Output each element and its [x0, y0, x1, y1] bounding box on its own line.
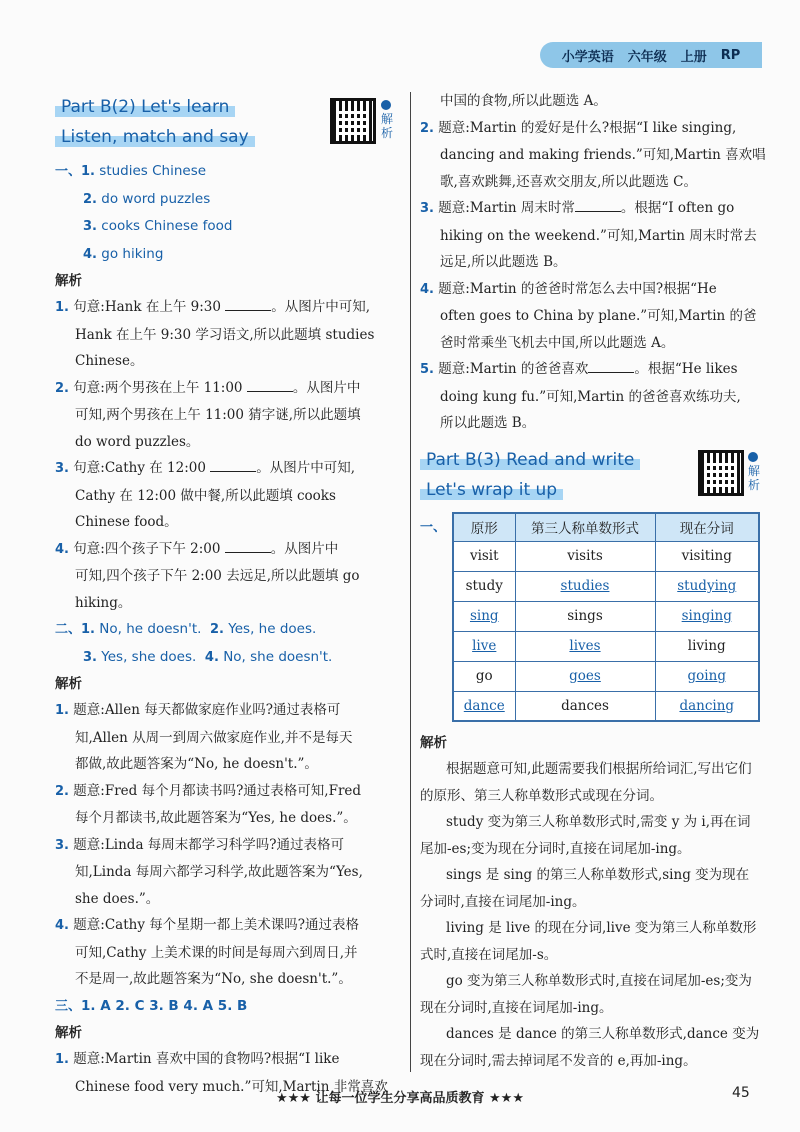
section-1 — [55, 158, 400, 1100]
paragraph: 根据题意可知,此题需要我们根据所给词汇,写出它们的原形、第三人称单数形式或现在分词。 — [420, 761, 752, 804]
table-cell: goes — [515, 661, 655, 691]
s3-continued: 中国的食物,所以此题选 A。 2. 题意:Martin 的爱好是什么?根据“I like singing, dancing and making friends.”可知,Martin 喜欢唱 歌,喜欢跳舞,还喜欢交朋友,所以此题选 C。 3. 题意:Martin 周末时常 。根据“I often go hiking on the weekend.”可知,Martin 周末时常去 远足,所以此题选 B。 4. 题意:Martin 的爸爸时常怎么去中国?根据“He often goes to China by plane.”可知,Martin 的爸 爸时常乘坐飞机去中国,所以此题选 A。 5. 题意:Martin 的爸爸喜欢 。根据“He likes doing kung fu.”可知,Martin 的爸爸喜欢练功夫, 所以此题选 B。 — [420, 93, 766, 431]
table-row — [453, 541, 759, 571]
s2-explanation-3: 3. 题意:Linda 每周末都学习科学吗?通过表格可 知,Linda 每周六都学习科学,故此题答案为“Yes, she does.”。 — [55, 836, 363, 907]
paragraph: sings 是 sing 的第三人称单数形式,sing 变为现在分词时,直接在词尾加-ing。 — [420, 867, 750, 910]
table-cell: sing — [453, 601, 515, 631]
table-cell: visiting — [655, 541, 759, 571]
table-cell: study — [453, 571, 515, 601]
s2-explanation-1: 1. 题意:Allen 每天都做家庭作业吗?通过表格可 知,Allen 从周一到周六做家庭作业,并不是每天 都做,故此题答案为“No, he doesn't.”。 — [55, 702, 353, 772]
page-number: 45 — [732, 1085, 750, 1101]
explanation-1: 1. 句意:Hank 在上午 9:30 。从图片中可知, Hank 在上午 9:30 学习语文,所以此题填 studies Chinese。 — [55, 299, 375, 369]
qr-code-icon[interactable] — [330, 98, 376, 144]
table-cell: singing — [655, 601, 759, 631]
footer-slogan: ★★★ 让每一位学生分享高品质教育 ★★★ — [276, 1091, 524, 1106]
paragraph: study 变为第三人称单数形式时,需变 y 为 i,再在词尾加-es;变为现在分词时,直接在词尾加-ing。 — [420, 814, 751, 857]
table-header: 现在分词 — [655, 513, 759, 541]
table-row — [453, 601, 759, 631]
jiexi-heading: 解析 — [55, 1025, 82, 1041]
jiexi-heading: 解析 — [55, 676, 82, 692]
part-b2-title — [55, 92, 325, 152]
part-b3-line2: Let's wrap it up — [420, 480, 563, 500]
column-divider — [410, 92, 411, 1072]
table-header: 原形 — [453, 513, 515, 541]
paragraph: living 是 live 的现在分词,live 变为第三人称单数形式时,直接在词尾加-s。 — [420, 920, 757, 963]
book-header-badge — [540, 42, 762, 68]
table-cell: studies — [515, 571, 655, 601]
table-row — [453, 661, 759, 691]
table-cell: lives — [515, 631, 655, 661]
s2-explanation-2: 2. 题意:Fred 每个月都读书吗?通过表格可知,Fred 每个月都读书,故此题答案为“Yes, he does.”。 — [55, 782, 362, 826]
verb-forms-table — [452, 512, 760, 722]
verb-table-block: 一、 原形 第三人称单数形式 现在分词 visit visits visiting study studies studying sing sings singing live lives living go goes going dance dances dancing — [420, 512, 760, 722]
jiexi-heading: 解析 — [55, 273, 82, 289]
section-3-answers: 三、1. A 2. C 3. B 4. A 5. B — [55, 997, 248, 1014]
qr-jiexi-label: 解析 — [748, 452, 762, 492]
list-item: 4. go hiking — [83, 245, 164, 262]
section-2-answers-row1: 二、1. No, he doesn't. 2. Yes, he does. — [55, 621, 317, 637]
jiexi-heading: 解析 — [420, 735, 447, 751]
table-cell: visit — [453, 541, 515, 571]
book-volume: 上册 — [680, 49, 707, 65]
book-grade: 六年级 — [627, 49, 667, 65]
table-row — [453, 571, 759, 601]
table-cell: dance — [453, 691, 515, 721]
explanation-4: 4. 句意:四个孩子下午 2:00 。从图片中 可知,四个孩子下午 2:00 去远足,所以此题填 go hiking。 — [55, 540, 360, 611]
paragraph: go 变为第三人称单数形式时,直接在词尾加-es;变为现在分词时,直接在词尾加-ing。 — [420, 973, 752, 1016]
table-cell: go — [453, 661, 515, 691]
table-cell: living — [655, 631, 759, 661]
table-cell: live — [453, 631, 515, 661]
explanation-3: 3. 句意:Cathy 在 12:00 。从图片中可知, Cathy 在 12:00 做中餐,所以此题填 cooks Chinese food。 — [55, 460, 356, 530]
book-subject: 小学英语 — [561, 49, 614, 65]
table-cell: sings — [515, 601, 655, 631]
part-b3-title — [420, 445, 700, 505]
list-item: 3. cooks Chinese food — [83, 218, 233, 234]
s3-explanation-1: 1. 题意:Martin 喜欢中国的食物吗?根据“I like Chinese food very much.”可知,Martin 非常喜欢 — [55, 1051, 388, 1095]
explanation-2: 2. 句意:两个男孩在上午 11:00 。从图片中 可知,两个男孩在上午 11:00 猜字谜,所以此题填 do word puzzles。 — [55, 379, 361, 450]
part-b3-line1: Part B(3) Read and write — [420, 450, 640, 470]
table-cell: going — [655, 661, 759, 691]
table-cell: visits — [515, 541, 655, 571]
table-header: 第三人称单数形式 — [515, 513, 655, 541]
table-row — [453, 631, 759, 661]
play-icon — [748, 452, 758, 462]
play-icon — [381, 100, 391, 110]
paragraph: dances 是 dance 的第三人称单数形式,dance 变为现在分词时,需去掉词尾不发音的 e,再加-ing。 — [420, 1026, 760, 1069]
qr-code-icon[interactable] — [698, 450, 744, 496]
s2-explanation-4: 4. 题意:Cathy 每个星期一都上美术课吗?通过表格 可知,Cathy 上美术课的时间是每周六到周日,并 不是周一,故此题答案为“No, she doesn't.”。 — [55, 917, 359, 987]
book-edition: RP — [720, 47, 741, 63]
table-cell: studying — [655, 571, 759, 601]
list-item: 一、1. studies Chinese — [55, 163, 207, 179]
table-cell: dancing — [655, 691, 759, 721]
table-explanation — [420, 730, 760, 1074]
table-cell: dances — [515, 691, 655, 721]
list-item: 2. do word puzzles — [83, 190, 211, 207]
part-b2-line2: Listen, match and say — [55, 127, 255, 147]
part-b2-line1: Part B(2) Let's learn — [55, 97, 235, 117]
qr-jiexi-label: 解析 — [381, 100, 395, 140]
table-row — [453, 691, 759, 721]
section-2-answers-row2: 3. Yes, she does. 4. No, she doesn't. — [83, 648, 333, 665]
